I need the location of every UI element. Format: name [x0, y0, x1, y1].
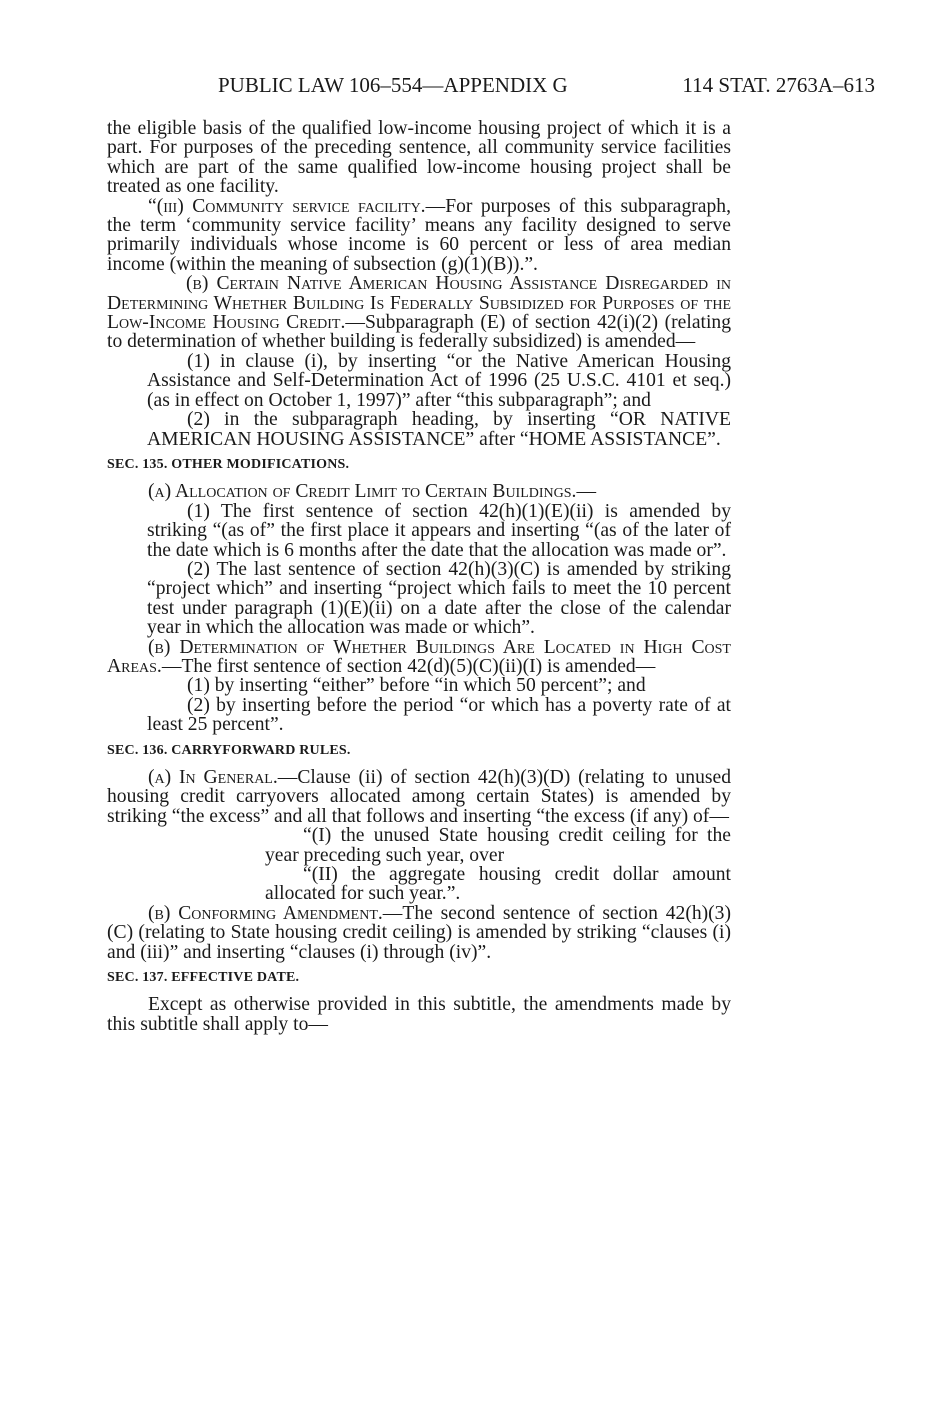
page-folio: 114 STAT. 2763A–613 [682, 73, 875, 97]
subsection-135a [107, 482, 731, 501]
paragraph-b1: (1) in clause (i), by inserting “or the Native American Housing Assistance and Self-Determination Act of 1996 (25 U.S.C. 4101 et seq.) (as in effect on October 1, 1997)” after “this subparagraph”; and [147, 350, 731, 411]
section-137-heading: SEC. 137. EFFECTIVE DATE. [107, 970, 300, 986]
paragraph-135a2: (2) The last sentence of section 42(h)(3)(C) is amended by striking “project which” and inserting “project which fails to meet the 10 percent test under paragraph (1)(E)(ii) on a date after the close of the calendar year in which the allocation was made or which”. [147, 558, 731, 639]
subsection-heading: (b) Certain Native American Housing Assistance Disregarded in Determining Whether Building Is Federally Subsidized for Purposes of the Low-Income Housing Credit. [107, 273, 731, 334]
subsection-heading: (a) In General. [148, 767, 278, 788]
subsection-text: — [576, 481, 597, 503]
subsection-text: —The first sentence of section 42(d)(5)(C)(ii)(I) is amended— [161, 655, 656, 677]
subsection-136b [107, 904, 731, 962]
paragraph-135b1: (1) by inserting “either” before “in which 50 percent”; and [187, 675, 646, 697]
section-135-heading: SEC. 135. OTHER MODIFICATIONS. [107, 456, 350, 472]
paragraph-135a1: (1) The first sentence of section 42(h)(1)(E)(ii) is amended by striking “(as of” the first place it appears and inserting “(as of the later of the date which is 6 months after the date that the allocation was made or”. [147, 500, 731, 561]
subsection-136a [107, 768, 731, 826]
subsection-heading: (a) Allocation of Credit Limit to Certain Buildings. [148, 481, 577, 503]
clause-heading: “(iii) Community service facility. [148, 195, 426, 217]
clause-text: —For purposes of this subparagraph, the term ‘community service facility’ means any facility designed to serve primarily individuals whose income is 60 percent or less of area median income (within the meaning of subsection (g)(1)(B)).”. [107, 195, 731, 275]
subsection-b-native-american [107, 274, 731, 352]
subsection-text: —Clause (ii) of section 42(h)(3)(D) (relating to unused housing credit carryovers allocated among certain States) is amended by striking “the excess” and all that follows and inserting “the excess (if any) of— [107, 767, 731, 827]
paragraph-community-service-facility [107, 197, 731, 275]
subsection-heading: (b) Conforming Amendment. [148, 902, 383, 924]
paragraph-b2: (2) in the subparagraph heading, by inserting “OR NATIVE AMERICAN HOUSING ASSISTANCE” after “HOME ASSISTANCE”. [147, 409, 731, 450]
subclause-136a-I: “(I) the unused State housing credit ceiling for the year preceding such year, over [265, 825, 731, 866]
section-136-heading: SEC. 136. CARRYFORWARD RULES. [107, 742, 351, 758]
paragraph-eligible-basis: the eligible basis of the qualified low-income housing project of which it is a part. For purposes of the preceding sentence, all community service facilities which are part of the same qualified low-income housing project shall be treated as one facility. [107, 118, 731, 198]
subsection-text: —Subparagraph (E) of section 42(i)(2) (relating to determination of whether building is federally subsidized) is amended— [107, 312, 731, 353]
paragraph-effective-date: Except as otherwise provided in this subtitle, the amendments made by this subtitle shall apply to— [107, 994, 731, 1035]
subclause-136a-II: “(II) the aggregate housing credit dollar amount allocated for such year.”. [265, 864, 731, 905]
paragraph-135b2: (2) by inserting before the period “or which has a poverty rate of at least 25 percent”. [147, 694, 731, 736]
running-head: PUBLIC LAW 106–554—APPENDIX G [218, 73, 568, 97]
document-body [107, 119, 731, 1034]
subsection-135b [107, 638, 731, 677]
subsection-heading: (b) Determination of Whether Buildings Are Located in High Cost Areas. [107, 636, 731, 677]
subsection-text: —The second sentence of section 42(h)(3)(C) (relating to State housing credit ceiling) is amended by striking “clauses (i) and (iii)” and inserting “clauses (i) through (iv)”. [107, 902, 732, 963]
